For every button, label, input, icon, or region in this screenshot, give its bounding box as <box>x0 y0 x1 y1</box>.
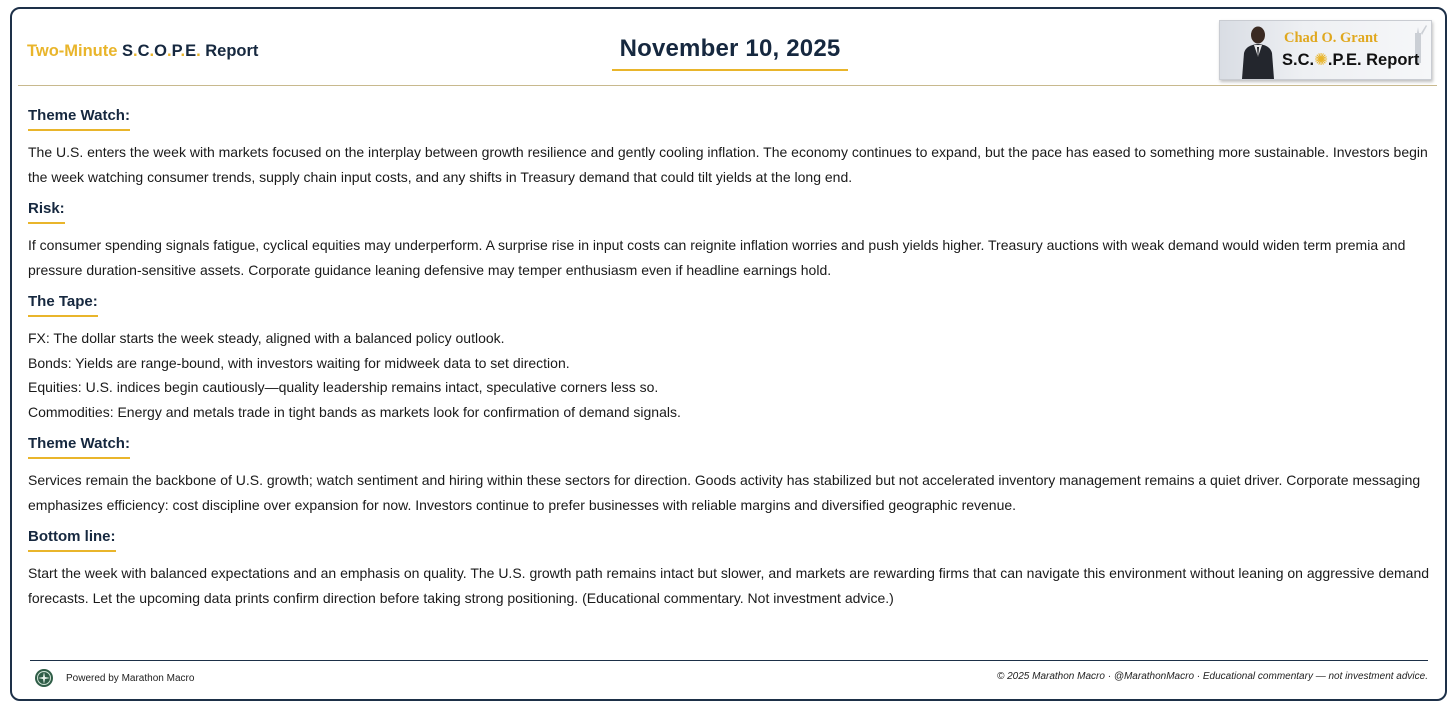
tape-line-equities: Equities: U.S. indices begin cautiously—quality leadership remains intact, speculative corners less so. <box>28 379 659 395</box>
logo-report-title <box>1282 50 1419 70</box>
section-theme-watch <box>28 107 1436 189</box>
brand-letter-s: S <box>122 42 134 60</box>
tape-line-bonds: Bonds: Yields are range-bound, with investors waiting for midweek data to set direction. <box>28 354 570 371</box>
tape-list <box>28 326 681 424</box>
brand-prefix: Two-Minute <box>27 42 118 60</box>
header-divider <box>18 85 1437 86</box>
report-date: November 10, 2025 <box>619 35 841 62</box>
brand-scope: S.C.O.P.E. <box>122 42 201 60</box>
section-title: The Tape: <box>28 293 98 317</box>
report-date-block <box>612 35 848 71</box>
brand-letter-e: E <box>185 42 197 60</box>
date-underline <box>612 69 848 71</box>
powered-by-text: Powered by Marathon Macro <box>66 672 195 684</box>
logo-report-sc: S.C. <box>1282 51 1315 69</box>
section-body: If consumer spending signals fatigue, cyclical equities may underperform. A surprise rise in input costs can reignite inflation worries and push yields higher. Treasury auctions with weak demand would widen term premia and pressure duration-sensitive assets. Corporate guidance leaning defensive may temper enthusiasm even if headline earnings hold. <box>28 237 1406 278</box>
section-title: Theme Watch: <box>28 107 130 131</box>
section-title: Risk: <box>28 200 65 224</box>
footer-powered-by <box>34 668 194 688</box>
section-body: Start the week with balanced expectations and an emphasis on quality. The U.S. growth path remains intact but slower, and markets are rewarding firms that can navigate this environment without leaning on aggressive demand forecasts. Let the upcoming data prints confirm direction before taking strong positioning. (Educational commentary. Not investment advice.) <box>28 565 1430 606</box>
logo-report-rest: .P.E. Report <box>1327 51 1420 69</box>
footer-divider <box>30 660 1428 661</box>
tape-line-fx: FX: The dollar starts the week steady, aligned with a balanced policy outlook. <box>28 330 505 346</box>
marathon-macro-logo-icon <box>34 668 54 688</box>
section-body: Services remain the backbone of U.S. growth; watch sentiment and hiring within these sectors for direction. Goods activity has stabilized but not accelerated inventory management remains a quiet driver. Corporate messaging emphasizes efficiency: cost discipline over expansion for now. Investors continue to prefer businesses with reliable margins and diversified geographic revenue. <box>28 472 1421 513</box>
brand-letter-o: O <box>154 42 167 60</box>
section-title: Bottom line: <box>28 528 116 552</box>
section-bottom-line <box>28 528 1436 610</box>
brand-letter-p: P <box>171 42 181 60</box>
section-title: Theme Watch: <box>28 435 130 459</box>
author-name: Chad O. Grant <box>1284 30 1378 46</box>
report-header <box>12 9 1445 87</box>
brand-letter-c: C <box>137 42 150 60</box>
brand-title <box>27 42 258 61</box>
brand-suffix: Report <box>205 42 259 60</box>
sparkle-icon: ✺ <box>1314 51 1328 69</box>
report-card <box>10 7 1447 701</box>
section-body: The U.S. enters the week with markets focused on the interplay between growth resilience and gently cooling inflation. The economy continues to expand, but the pace has eased to something more sustainable. Investors begin the week watching consumer trends, supply chain input costs, and any shifts in Treasury demand that could tilt yields at the long end. <box>28 144 1428 185</box>
section-theme-watch-2 <box>28 435 1436 517</box>
footer-copyright: © 2025 Marathon Macro · @MarathonMacro · Educational commentary — not investment advice. <box>996 671 1428 682</box>
author-logo <box>1219 20 1432 80</box>
section-the-tape <box>28 293 681 424</box>
section-risk <box>28 200 1436 282</box>
tape-line-commodities: Commodities: Energy and metals trade in tight bands as markets look for confirmation of demand signals. <box>28 403 681 420</box>
author-photo-icon <box>1236 23 1280 79</box>
